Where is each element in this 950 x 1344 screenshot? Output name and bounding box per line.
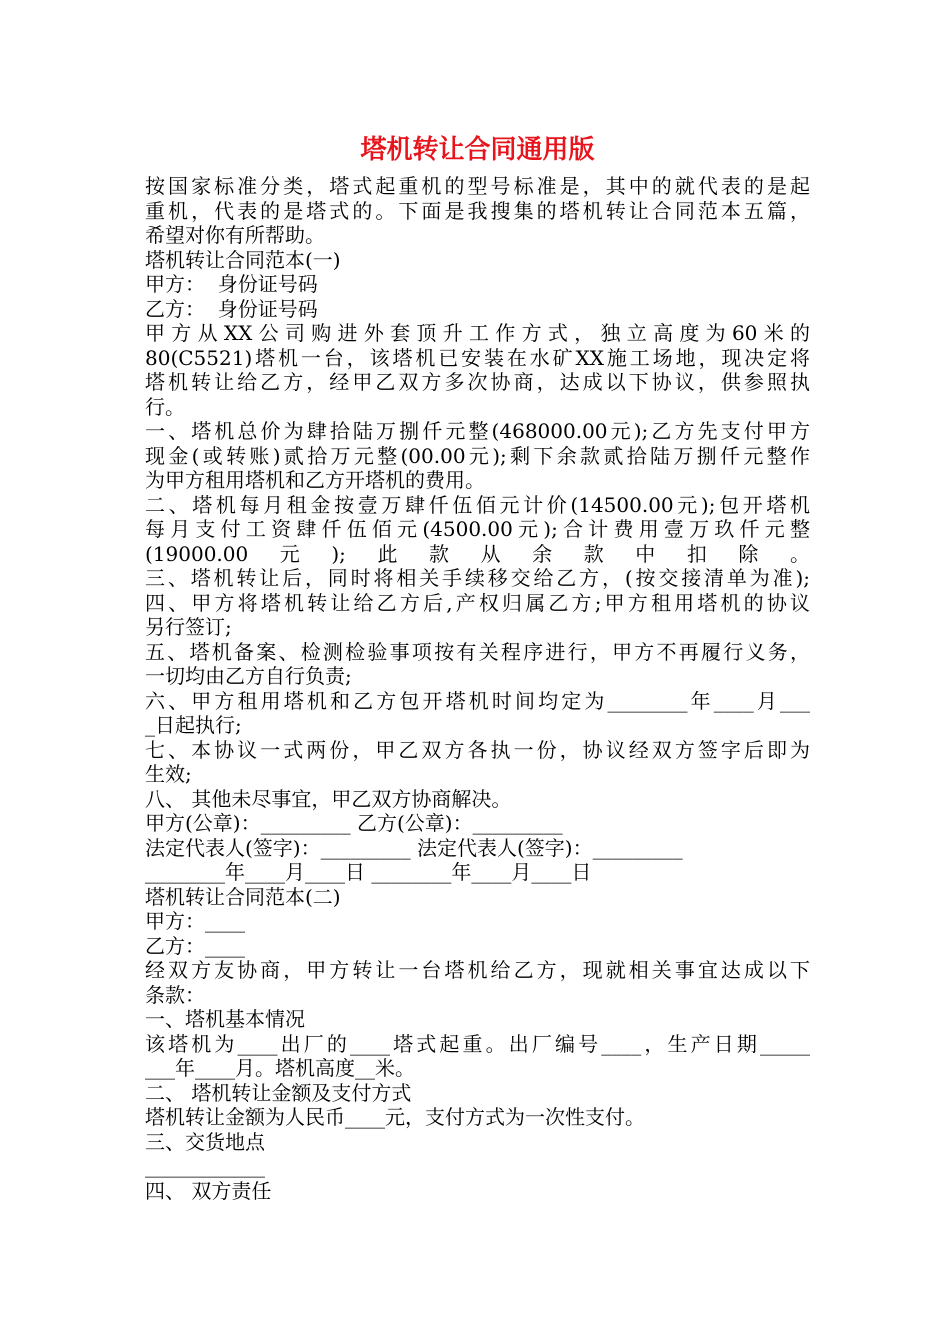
body-line: 三、交货地点 [145,1129,265,1154]
body-line: 经双方友协商，甲方转让一台塔机给乙方，现就相关事宜达成以下 [145,958,810,982]
body-line: 五、塔机备案、检测检验事项按有关程序进行，甲方不再履行义务， [145,639,810,664]
body-line: 重机，代表的是塔式的。下面是我搜集的塔机转让合同范本五篇， [145,198,810,223]
body-line: 七、本协议一式两份，甲乙双方各执一份，协议经双方签字后即为 [145,737,810,762]
document-title: 塔机转让合同通用版 [360,135,595,165]
body-line: 塔机转让合同范本(一) [145,247,341,272]
body-line: 甲方：____ [145,909,245,933]
body-line: 塔机转让合同范本(二) [145,884,341,909]
body-line: 现金(或转账)贰拾万元整(00.00元);剩下余款贰拾陆万捌仟元整作 [145,443,810,468]
body-line: 每月支付工资肆仟伍佰元(4500.00元);合计费用壹万玖仟元整 [145,517,810,541]
body-line: 二、塔机每月租金按壹万肆仟伍佰元计价(14500.00元);包开塔机 [145,492,810,517]
body-line: 一、塔机总价为肆拾陆万捌仟元整(468000.00元);乙方先支付甲方 [145,419,810,443]
body-line: ____________ [145,1154,265,1178]
body-line: 行。 [145,394,185,419]
body-line: 乙方：____ [145,933,245,958]
body-line: 八、 其他未尽事宜，甲乙双方协商解决。 [145,786,512,811]
body-line: ___年____月。塔机高度__米。 [145,1056,415,1080]
body-line: 二、 塔机转让金额及支付方式 [145,1080,412,1105]
body-line: 条款： [145,982,205,1007]
body-line: 甲方从XX公司购进外套顶升工作方式，独立高度为60米的 [145,321,810,345]
body-line: 一切均由乙方自行负责; [145,664,352,688]
body-line: 四、甲方将塔机转让给乙方后,产权归属乙方;甲方租用塔机的协议 [145,590,810,615]
body-line: 一、塔机基本情况 [145,1007,305,1031]
body-line: 甲方(公章)：_________ 乙方(公章)：_________ [145,811,563,835]
body-line: _日起执行; [145,713,242,737]
body-line: 生效; [145,762,192,786]
body-line: (19000.00元);此款从余款中扣除。 [145,541,810,566]
document-page [145,128,810,1203]
body-line: 四、 双方责任 [145,1178,272,1203]
body-line: 按国家标准分类，塔式起重机的型号标准是，其中的就代表的是起 [145,174,810,198]
document-body [145,174,810,1203]
body-line: 另行签订; [145,615,232,639]
body-line: 为甲方租用塔机和乙方开塔机的费用。 [145,468,485,492]
body-line: 六、甲方租用塔机和乙方包开塔机时间均定为________年____月___ [145,688,810,713]
body-line: 该塔机为____出厂的____塔式起重。出厂编号____，生产日期_____ [145,1031,810,1056]
body-line: 希望对你有所帮助。 [145,223,325,247]
body-line: ________年____月____日 ________年____月____日 [145,860,592,884]
body-line: 甲方： 身份证号码 [145,272,318,296]
body-line: 乙方： 身份证号码 [145,296,318,321]
body-line: 法定代表人(签字)：_________ 法定代表人(签字)：_________ [145,835,683,860]
body-line: 80(C5521)塔机一台，该塔机已安装在水矿XX施工场地，现决定将 [145,345,810,370]
body-line: 塔机转让金额为人民币____元，支付方式为一次性支付。 [145,1105,645,1129]
body-line: 三、塔机转让后，同时将相关手续移交给乙方，(按交接清单为准); [145,566,810,590]
body-line: 塔机转让给乙方，经甲乙双方多次协商，达成以下协议，供参照执 [145,370,810,394]
